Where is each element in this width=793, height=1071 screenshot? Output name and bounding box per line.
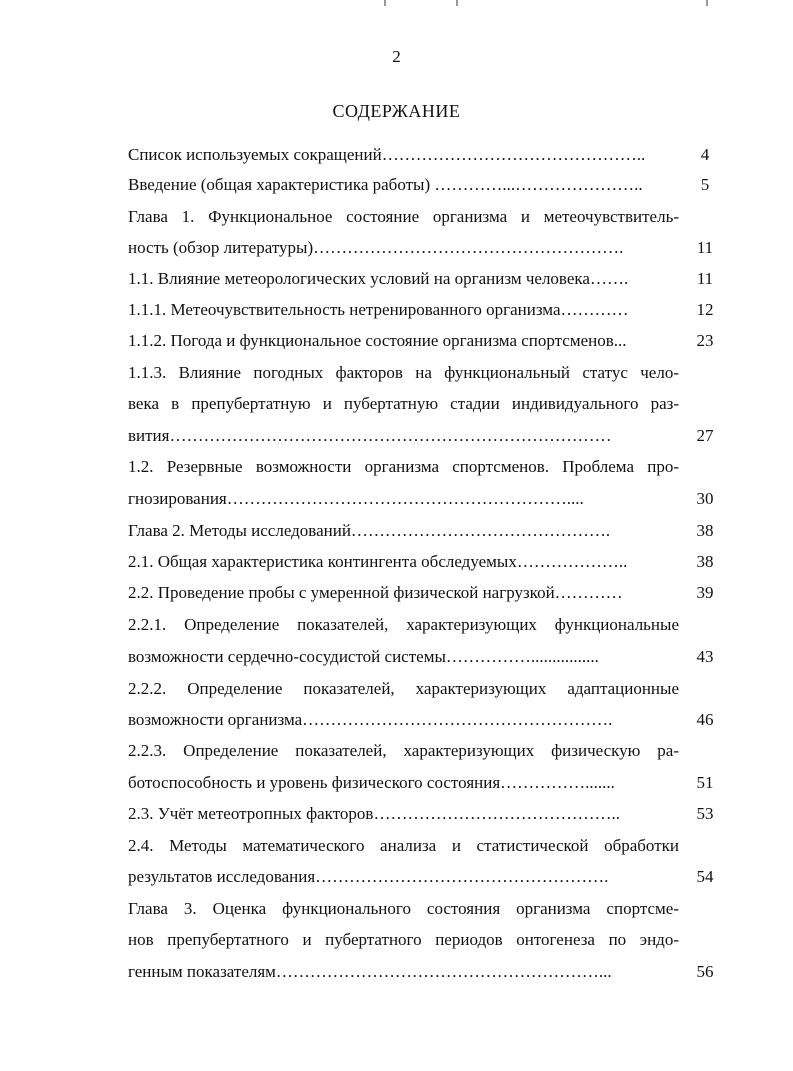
toc-entry-text: Список используемых сокращений………………………………………..: [128, 145, 646, 164]
toc-entry-page: 4: [700, 145, 710, 164]
toc-entry-page: 5: [700, 175, 710, 194]
toc-entry-text: 2.1. Общая характеристика контингента обследуемых………………..: [128, 552, 628, 571]
toc-entry-text: генным показателям…………………………………………………...: [128, 962, 612, 981]
page-title: СОДЕРЖАНИЕ: [332, 101, 461, 121]
toc-entry-page: 23: [696, 331, 714, 350]
toc-entry-page: 12: [696, 300, 714, 319]
toc-entry-page: 38: [696, 521, 714, 540]
toc-entry-text: 2.4. Методы математического анализа и статистической обработки: [128, 836, 679, 855]
toc-entry-page: 46: [696, 710, 714, 729]
toc-entry-text: возможности организма……………………………………………….: [128, 710, 613, 729]
toc-entry-text: 2.2.2. Определение показателей, характеризующих адаптационные: [128, 679, 679, 698]
toc-entry-text: 1.1.1. Метеочувствительность нетренированного организма…………: [128, 300, 629, 319]
toc-entry-page: 43: [696, 647, 714, 666]
toc-entry-text: ность (обзор литературы)……………………………………………….: [128, 238, 624, 257]
toc-entry-page: 53: [696, 804, 714, 823]
toc-entry-text: 1.1.2. Погода и функциональное состояние организма спортсменов...: [128, 331, 627, 350]
toc-entry-page: 51: [696, 773, 714, 792]
toc-entry-text: века в препубертатную и пубертатную стадии индивидуального раз-: [128, 394, 679, 413]
toc-entry-text: Глава 1. Функциональное состояние организма и метеочувствитель-: [128, 207, 679, 226]
toc-entry-page: 30: [696, 489, 714, 508]
toc-entry-text: Глава 2. Методы исследований……………………………………….: [128, 521, 611, 540]
toc-entry-page: 39: [696, 583, 714, 602]
toc-entry-text: 2.2.1. Определение показателей, характеризующих функциональные: [128, 615, 679, 634]
toc-entry-page: 56: [696, 962, 714, 981]
toc-entry-text: Введение (общая характеристика работы) …………...…………………..: [128, 175, 643, 194]
toc-entry-text: 2.2.3. Определение показателей, характеризующих физическую ра-: [128, 741, 679, 760]
toc-entry-text: результатов исследования…………………………………………….: [128, 867, 609, 886]
toc-entry-text: ботоспособность и уровень физического состояния…………….......: [128, 773, 615, 792]
toc-entry-text: вития……………………………………………………………………: [128, 426, 612, 445]
toc-entry-text: Глава 3. Оценка функционального состояния организма спортсме-: [128, 899, 679, 918]
toc-entry-text: 2.3. Учёт метеотропных факторов……………………………………..: [128, 804, 620, 823]
toc-entry-page: 11: [696, 269, 714, 288]
toc-entry-text: 1.2. Резервные возможности организма спортсменов. Проблема про-: [128, 457, 679, 476]
toc-entry-page: 11: [696, 238, 714, 257]
page-number: 2: [392, 47, 401, 66]
toc-entry-text: нов препубертатного и пубертатного периодов онтогенеза по эндо-: [128, 930, 679, 949]
toc-entry-text: 2.2. Проведение пробы с умеренной физической нагрузкой…………: [128, 583, 623, 602]
toc-entry-text: возможности сердечно-сосудистой системы……………................: [128, 647, 599, 666]
toc-entry-page: 38: [696, 552, 714, 571]
toc-entry-text: 1.1. Влияние метеорологических условий на организм человека…….: [128, 269, 629, 288]
toc-entry-page: 54: [696, 867, 714, 886]
toc-entry-page: 27: [696, 426, 714, 445]
toc-entry-text: гнозирования……………………………………………………....: [128, 489, 584, 508]
toc-entry-text: 1.1.3. Влияние погодных факторов на функциональный статус чело-: [128, 363, 679, 382]
